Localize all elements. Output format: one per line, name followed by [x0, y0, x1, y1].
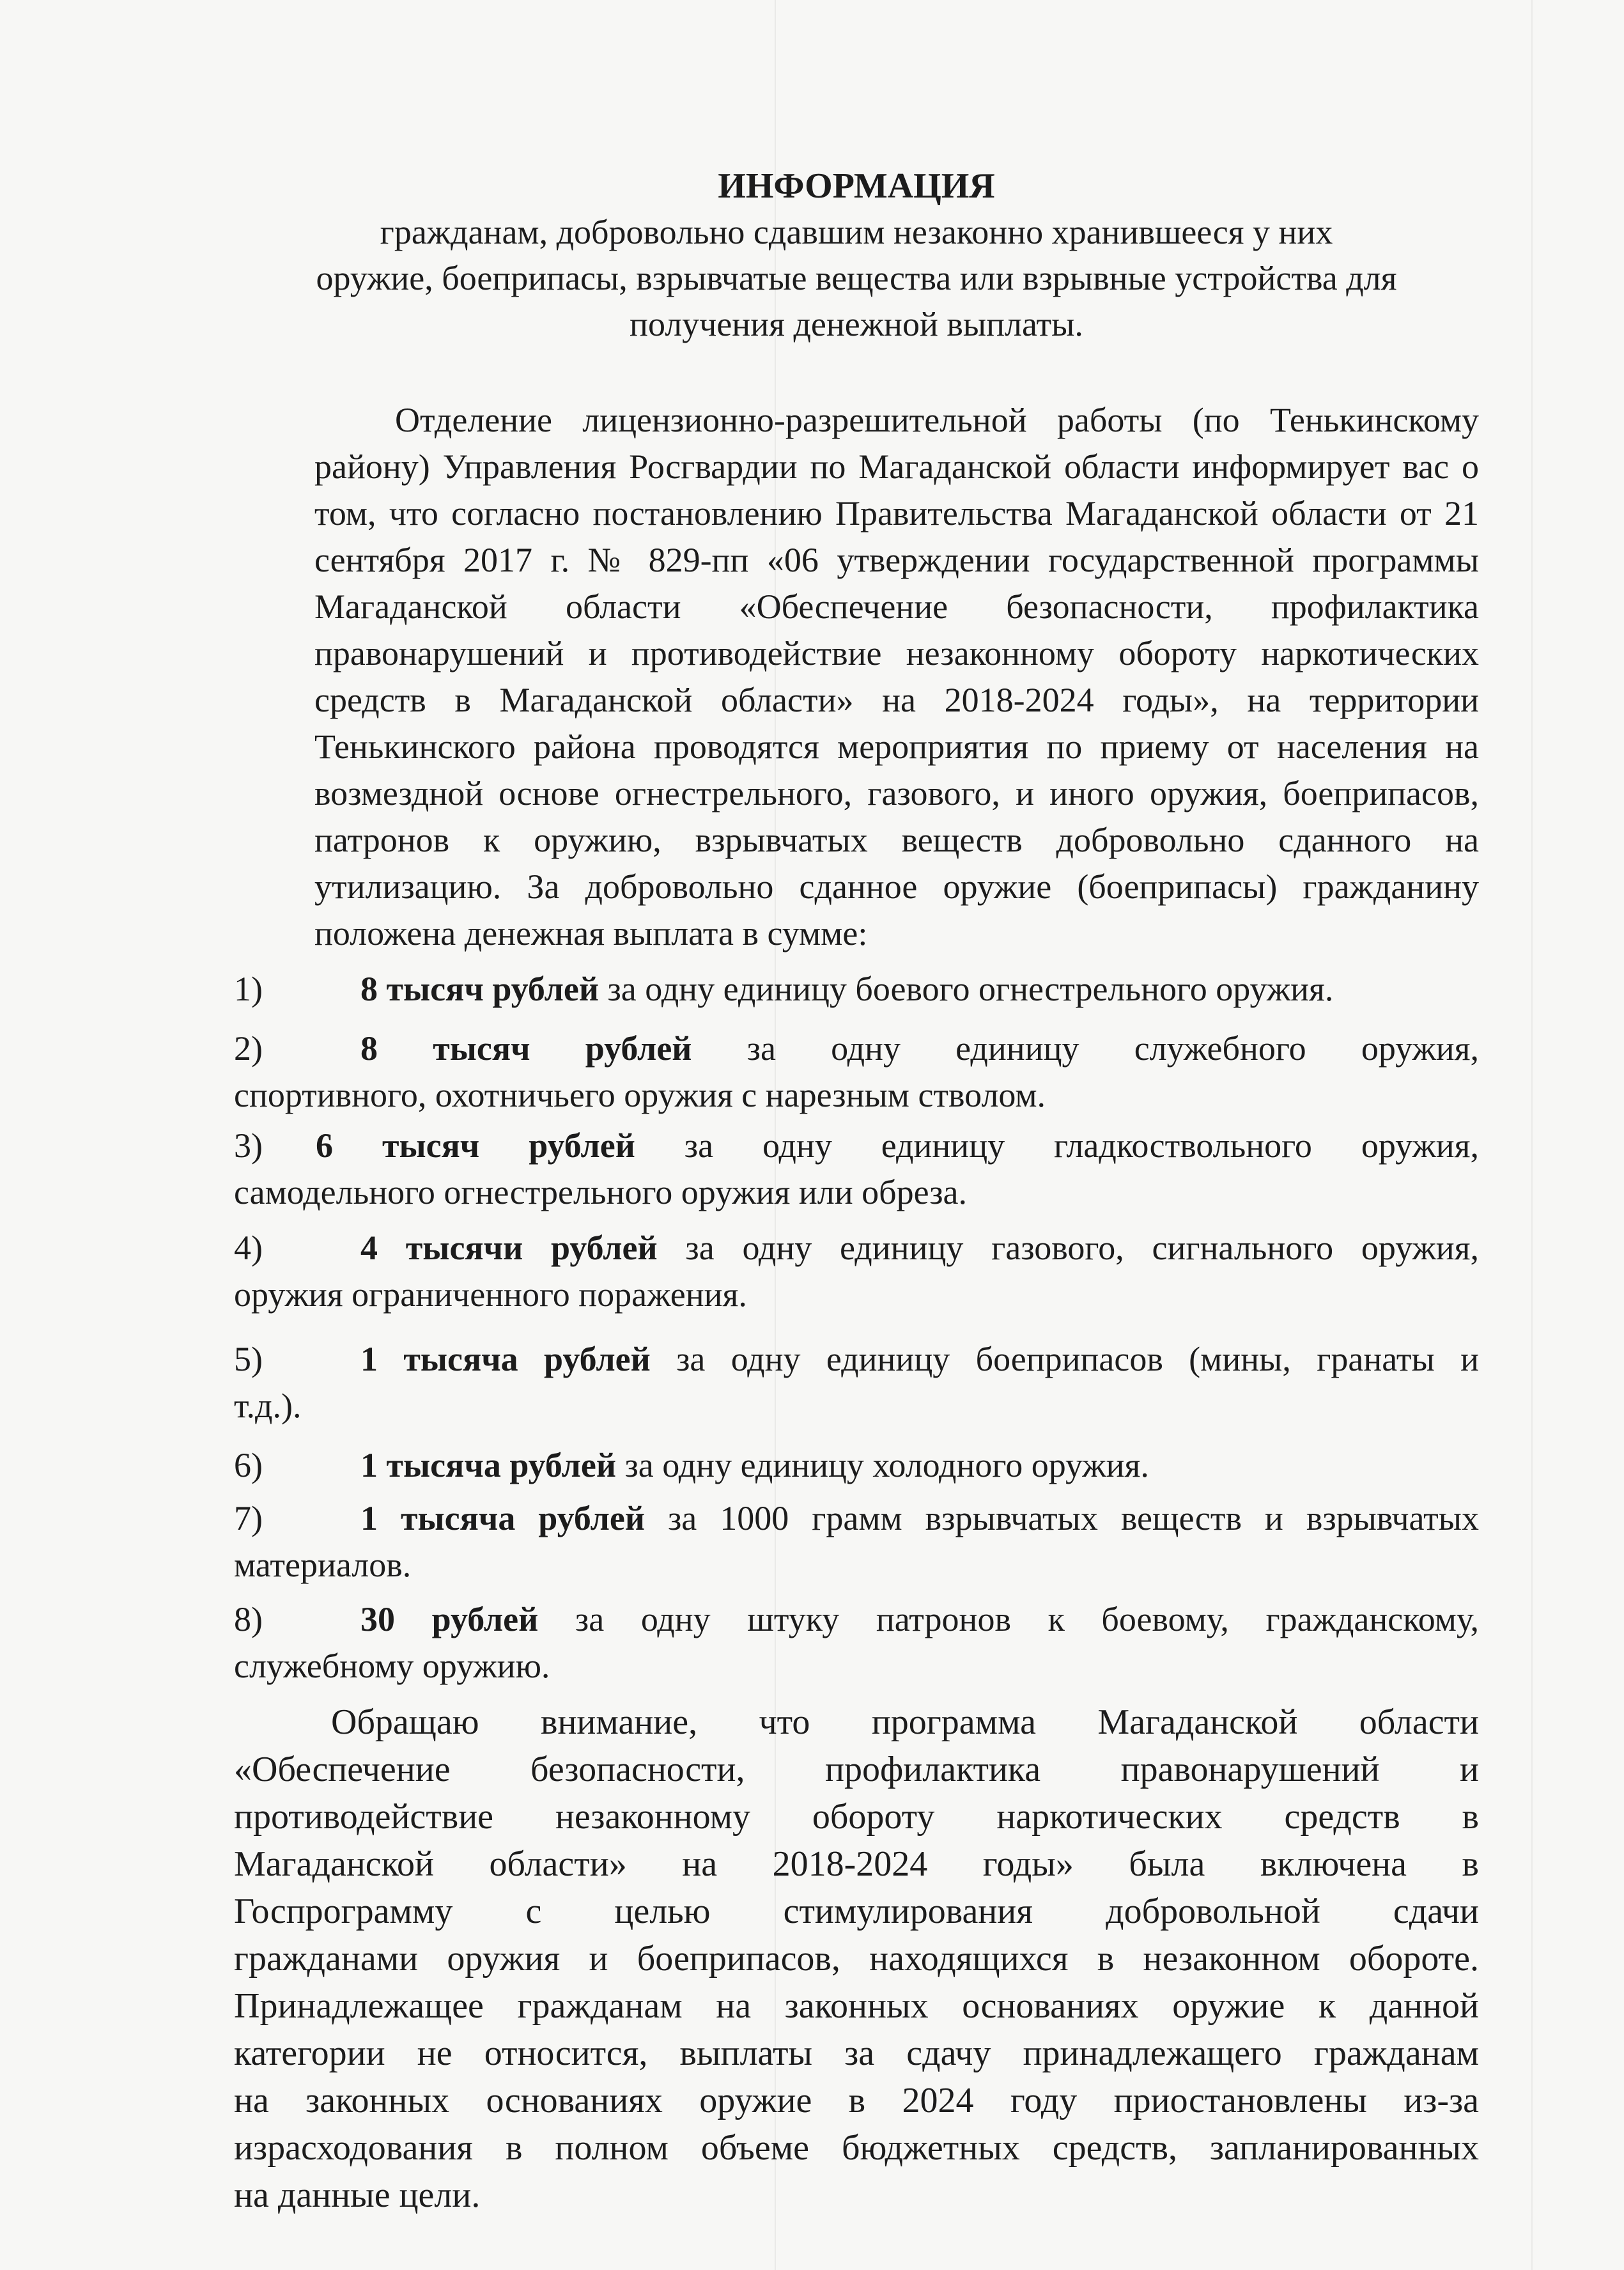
list-item: [234, 1336, 1479, 1429]
list-item: [234, 1495, 1479, 1589]
list-item: [234, 1442, 1479, 1489]
intro-line: средств в Магаданской области» на 2018-2024 годы», на территории: [314, 681, 1479, 719]
payment-description: за одну единицу служебного оружия,: [692, 1029, 1479, 1068]
payment-amount: 30 рублей: [360, 1600, 539, 1638]
payment-list: [234, 966, 1479, 1690]
list-item-number: 4): [234, 1229, 263, 1267]
list-item: [234, 966, 1479, 1013]
list-item: [234, 1025, 1479, 1119]
intro-line: сентября 2017 г. № 829-пп «06 утверждении государственной программы: [314, 541, 1479, 579]
intro-line: району) Управления Росгвардии по Магаданской области информирует вас о: [314, 447, 1479, 486]
list-item-continuation: служебному оружию.: [234, 1647, 550, 1685]
list-item-first-line: [234, 1495, 1479, 1542]
closing-line: гражданами оружия и боеприпасов, находящихся в незаконном обороте.: [234, 1939, 1479, 1978]
payment-amount: 6 тысяч рублей: [316, 1126, 635, 1165]
payment-description: за одну единицу газового, сигнального оружия,: [657, 1229, 1479, 1267]
list-item: [234, 1123, 1479, 1216]
closing-line: Магаданской области» на 2018-2024 годы» была включена в: [234, 1844, 1479, 1884]
list-item-first-line: [234, 1442, 1479, 1489]
intro-line: положена денежная выплата в сумме:: [314, 914, 868, 952]
list-item-number: 3): [234, 1126, 263, 1165]
payment-description: за одну штуку патронов к боевому, гражданскому,: [538, 1600, 1479, 1638]
list-item-number: 8): [234, 1600, 263, 1638]
payment-description: за одну единицу гладкоствольного оружия,: [635, 1126, 1479, 1165]
intro-line: патронов к оружию, взрывчатых веществ добровольно сданного на: [314, 821, 1479, 859]
payment-description: за 1000 грамм взрывчатых веществ и взрывчатых: [644, 1499, 1479, 1537]
subtitle-line: получения денежной выплаты.: [630, 305, 1083, 343]
subtitle-line: гражданам, добровольно сдавшим незаконно хранившееся у них: [380, 213, 1333, 251]
list-item-number: 6): [234, 1446, 263, 1484]
list-item-continuation: спортивного, охотничьего оружия с нарезным стволом.: [234, 1076, 1046, 1114]
list-item-first-line: [234, 1025, 1479, 1072]
closing-line: противодействие незаконному обороту наркотических средств в: [234, 1797, 1479, 1837]
intro-line: Магаданской области «Обеспечение безопасности, профилактика: [314, 587, 1479, 626]
list-item-first-line: [234, 1123, 1479, 1169]
closing-paragraph: [234, 1699, 1479, 2219]
list-item-first-line: [234, 1225, 1479, 1271]
list-item-number: 1): [234, 970, 263, 1008]
document-subtitle: [234, 209, 1479, 347]
intro-line: утилизацию. За добровольно сданное оружие (боеприпасы) гражданину: [314, 867, 1479, 906]
scan-artifact-line: [1531, 0, 1533, 2270]
payment-amount: 4 тысячи рублей: [360, 1229, 658, 1267]
list-item-continuation: самодельного огнестрельного оружия или обреза.: [234, 1173, 968, 1211]
list-item-number: 7): [234, 1499, 263, 1537]
list-item-first-line: [234, 1336, 1479, 1383]
intro-line: том, что согласно постановлению Правительства Магаданской области от 21: [314, 494, 1479, 533]
payment-description: за одну единицу боевого огнестрельного оружия.: [598, 970, 1334, 1008]
list-item-number: 5): [234, 1340, 263, 1378]
payment-description: за одну единицу холодного оружия.: [615, 1446, 1149, 1484]
closing-line: Госпрограмму с целью стимулирования добровольной сдачи: [234, 1892, 1479, 1931]
closing-line: «Обеспечение безопасности, профилактика правонарушений и: [234, 1750, 1479, 1789]
intro-paragraph: [234, 397, 1479, 957]
list-item-number: 2): [234, 1029, 263, 1068]
list-item: [234, 1225, 1479, 1318]
intro-line: Тенькинского района проводятся мероприятия по приему от населения на: [314, 727, 1479, 766]
closing-line: израсходования в полном объеме бюджетных средств, запланированных: [234, 2128, 1479, 2168]
payment-amount: 8 тысяч рублей: [360, 970, 599, 1008]
payment-amount: 1 тысяча рублей: [360, 1340, 651, 1378]
list-item-continuation: материалов.: [234, 1546, 412, 1584]
closing-line: Принадлежащее гражданам на законных основаниях оружие к данной: [234, 1986, 1479, 2026]
intro-line: возмездной основе огнестрельного, газового, и иного оружия, боеприпасов,: [314, 774, 1479, 812]
payment-description: за одну единицу боеприпасов (мины, гранаты и: [650, 1340, 1480, 1378]
list-item: [234, 1596, 1479, 1690]
document-title: ИНФОРМАЦИЯ: [718, 166, 995, 206]
closing-line: Обращаю внимание, что программа Магаданской области: [331, 1702, 1479, 1742]
closing-line: на законных основаниях оружие в 2024 году приостановлены из-за: [234, 2081, 1479, 2120]
payment-amount: 1 тысяча рублей: [360, 1446, 616, 1484]
closing-line: на данные цели.: [234, 2175, 481, 2215]
list-item-first-line: [234, 1596, 1479, 1643]
payment-amount: 1 тысяча рублей: [360, 1499, 645, 1537]
closing-line: категории не относится, выплаты за сдачу принадлежащего гражданам: [234, 2033, 1479, 2073]
payment-amount: 8 тысяч рублей: [360, 1029, 692, 1068]
intro-line: Отделение лицензионно-разрешительной работы (по Тенькинскому: [395, 401, 1479, 439]
subtitle-line: оружие, боеприпасы, взрывчатые вещества или взрывные устройства для: [316, 259, 1397, 297]
intro-line: правонарушений и противодействие незаконному обороту наркотических: [314, 634, 1479, 672]
list-item-first-line: [234, 966, 1479, 1013]
list-item-continuation: т.д.).: [234, 1387, 302, 1425]
list-item-continuation: оружия ограниченного поражения.: [234, 1275, 747, 1314]
document-page: [234, 163, 1479, 2219]
